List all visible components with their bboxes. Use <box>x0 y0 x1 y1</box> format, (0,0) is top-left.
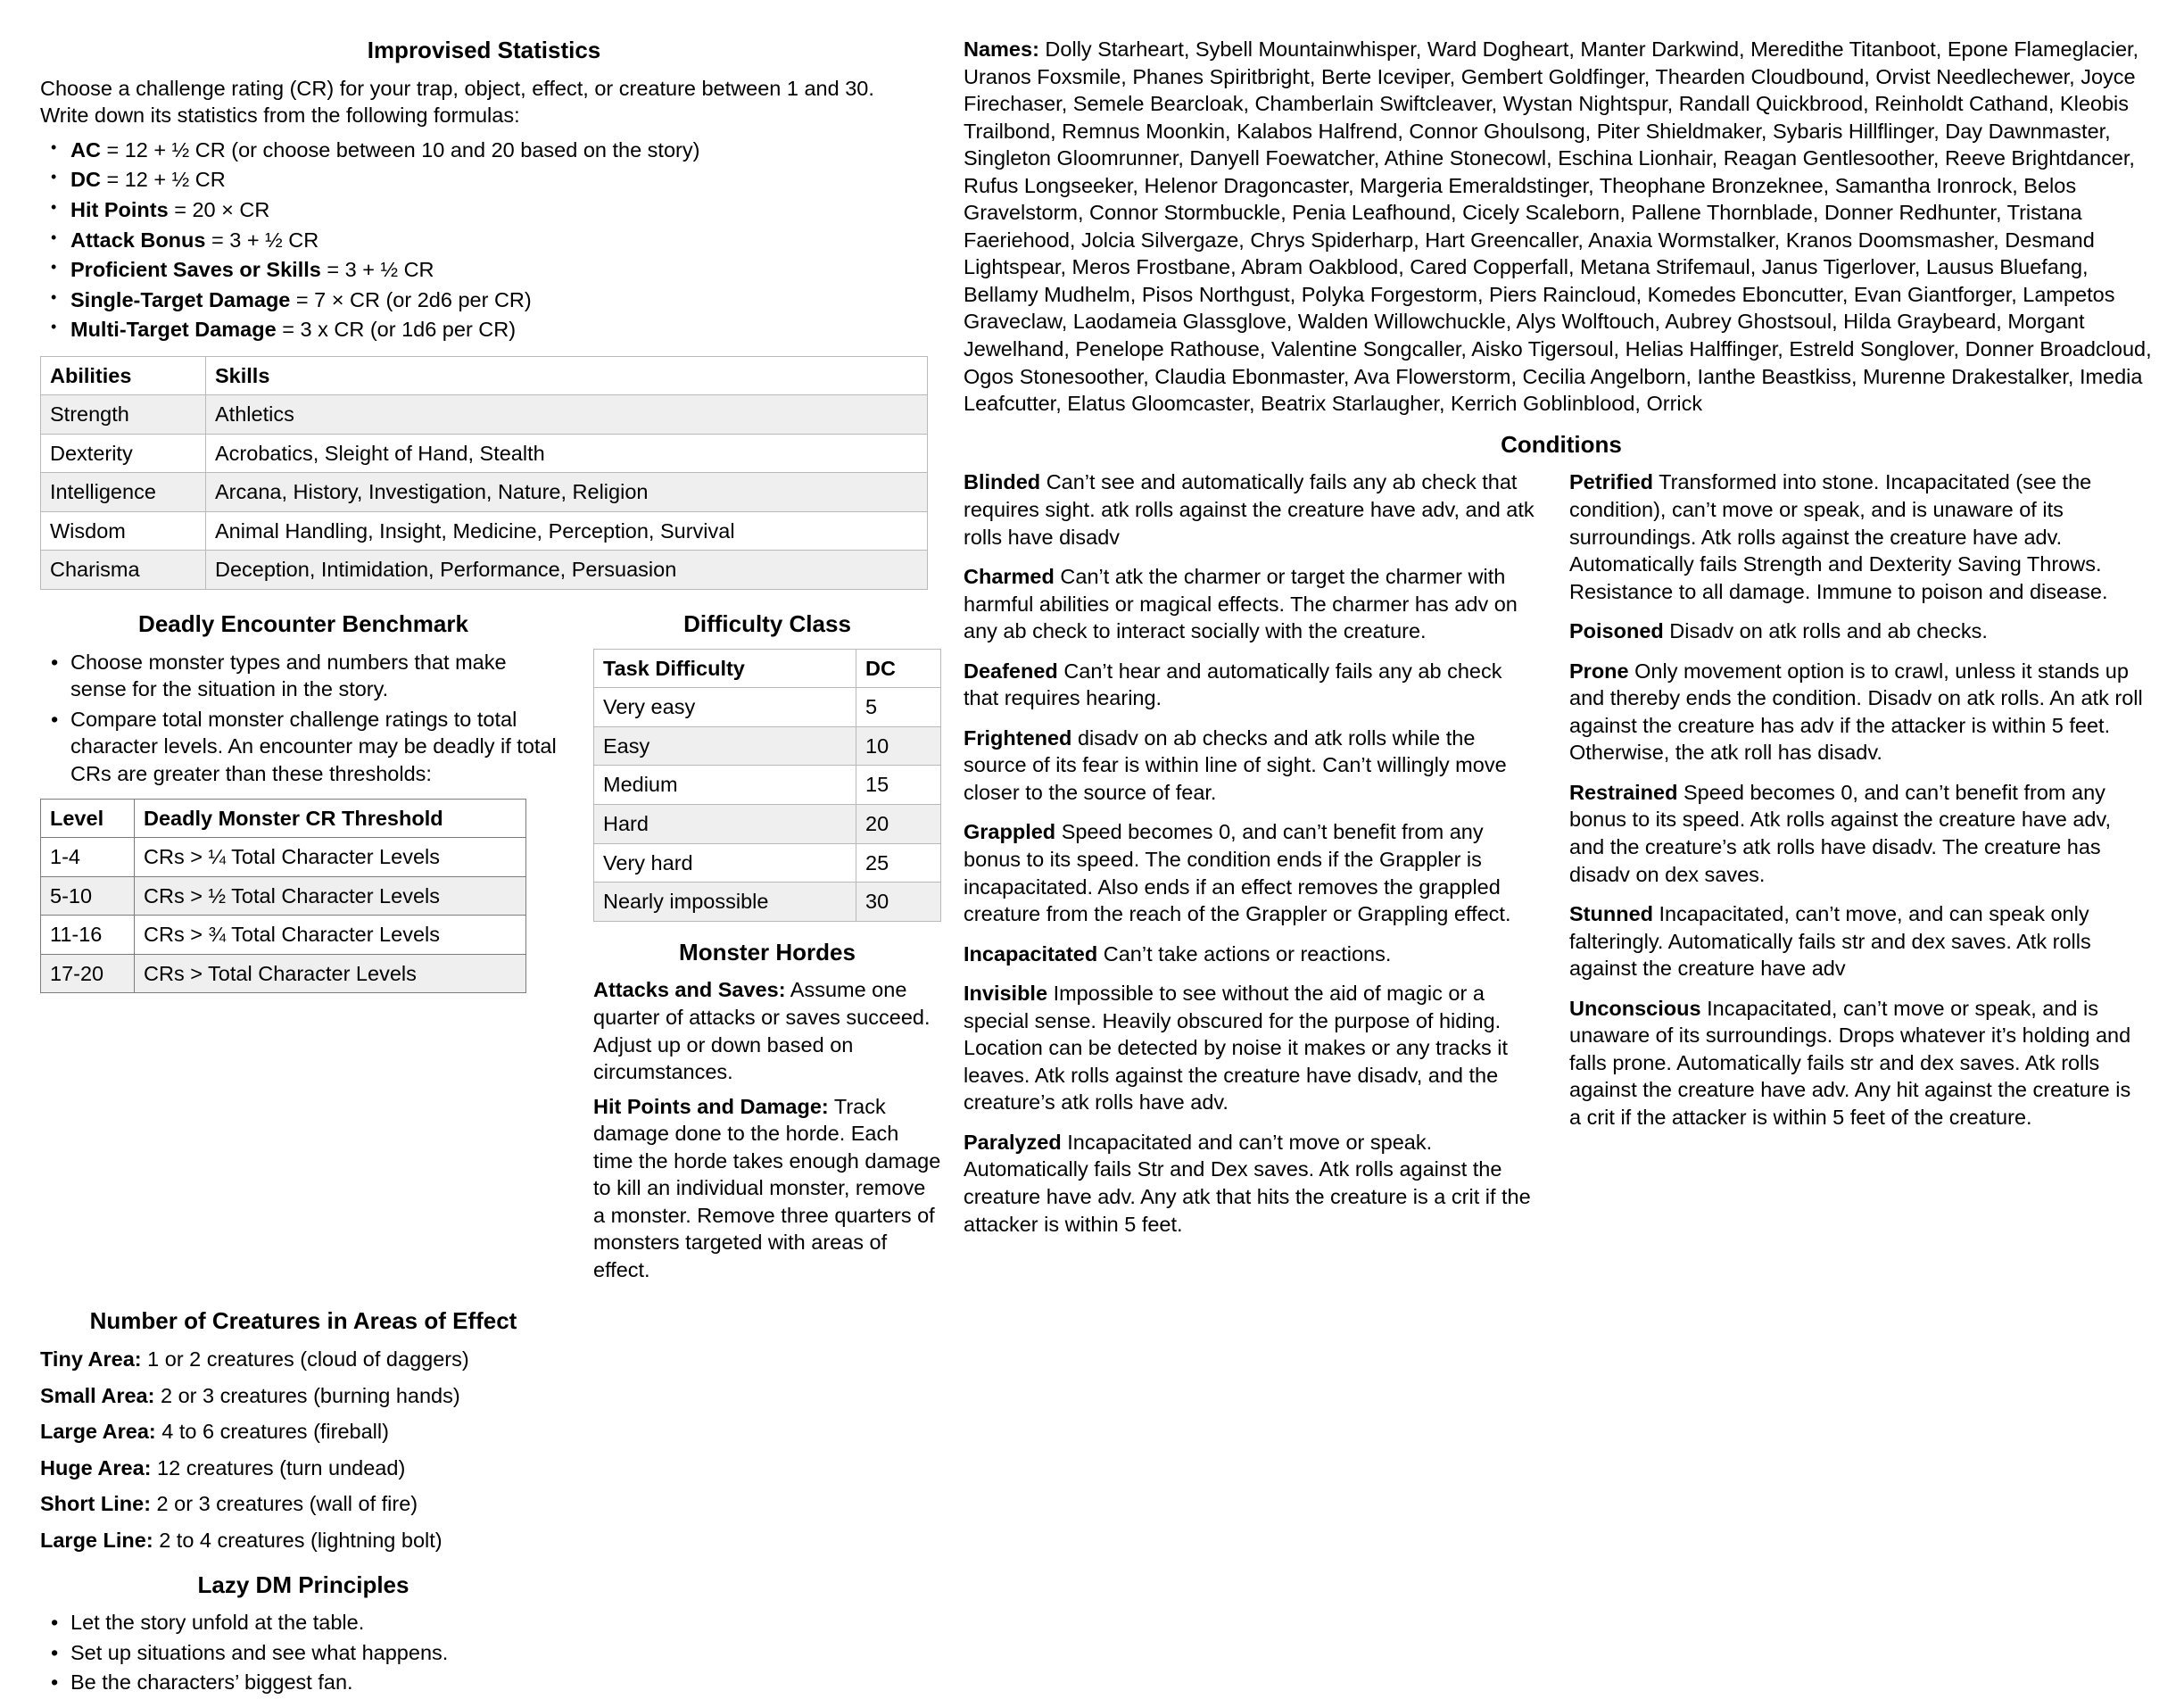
condition-text: disadv on ab checks and atk rolls while the source of its fear is within line of sight. Can’t willingly move closer to the source of fear. <box>964 725 1507 804</box>
task-difficulty: Medium <box>594 766 856 805</box>
horde-entry-label: Hit Points and Damage: <box>593 1094 829 1118</box>
right-column <box>964 36 2159 1250</box>
benchmark-block <box>40 609 567 993</box>
conditions-heading: Conditions <box>1501 430 1622 458</box>
condition-entry <box>1569 900 2145 982</box>
condition-name: Deafened <box>964 659 1058 683</box>
column-header-task-difficulty: Task Difficulty <box>594 649 856 688</box>
condition-text: Incapacitated, can’t move, and can speak only falteringly. Automatically fails str and dex saves. Atk rolls against the creature have adv <box>1569 902 2091 981</box>
table-row <box>41 434 928 473</box>
condition-entry <box>964 468 1539 551</box>
threshold-value: CRs > ¾ Total Character Levels <box>135 916 526 955</box>
condition-name: Incapacitated <box>964 941 1098 966</box>
level-range: 1-4 <box>41 838 135 877</box>
area-text: 1 or 2 creatures (cloud of daggers) <box>141 1347 469 1372</box>
condition-text: Transformed into stone. Incapacitated (see the condition), can’t move or speak, and is unaware of its surroundings. Atk rolls against the creature have adv. Automatically fails Strength and Dexterity Saving Throws. Resistance to all damage. Immune to poison and disease. <box>1569 470 2108 603</box>
threshold-value: CRs > Total Character Levels <box>135 954 526 993</box>
formula-text: = 7 × CR (or 2d6 per CR) <box>290 287 532 311</box>
area-text: 4 to 6 creatures (fireball) <box>155 1420 389 1444</box>
difficulty-class-block <box>593 609 941 1290</box>
left-column <box>27 36 941 1699</box>
formula-item <box>67 286 928 314</box>
ability-skills: Athletics <box>206 395 928 435</box>
condition-name: Stunned <box>1569 902 1653 926</box>
list-item: • Set up situations and see what happens. <box>67 1639 567 1667</box>
abilities-skills-table <box>40 356 928 590</box>
horde-entry <box>593 976 941 1085</box>
area-text: 2 to 4 creatures (lightning bolt) <box>153 1528 443 1552</box>
dc-value: 20 <box>856 804 941 843</box>
table-row <box>41 473 928 512</box>
formula-text: = 12 + ½ CR (or choose between 10 and 20 based on the story) <box>100 137 700 162</box>
condition-name: Charmed <box>964 565 1055 589</box>
condition-text: Can’t hear and automatically fails any ab check that requires hearing. <box>964 659 1502 710</box>
names-paragraph <box>964 36 2159 418</box>
monster-hordes-body <box>593 976 941 1283</box>
formula-label: Attack Bonus <box>70 228 206 252</box>
area-label: Large Area: <box>40 1420 156 1444</box>
area-entry <box>40 1382 567 1410</box>
condition-text: Speed becomes 0, and can’t benefit from any bonus to its speed. Atk rolls against the creature have adv, and the creature’s atk rolls have disadv. The creature has disadv on dex saves. <box>1569 780 2112 886</box>
condition-text: Impossible to see without the aid of magic or a special sense. Heavily obscured for the purpose of hiding. Location can be detected by noise it makes or any tracks it leaves. Atk rolls against the creature have disadv, and the creature’s atk rolls have adv. <box>964 982 1509 1115</box>
condition-entry <box>964 941 1539 968</box>
area-label: Tiny Area: <box>40 1347 142 1372</box>
two-column-layout <box>27 36 2157 1699</box>
names-list: Dolly Starheart, Sybell Mountainwhisper, Ward Dogheart, Manter Darkwind, Meredithe Titanboot, Epone Flameglacier, Uranos Foxsmile, Phanes Spiritbright, Berte Iceviper, Gembert Goldfinger, Thearden Cloudbound, Orvist Needlechewer, Joyce Firechaser, Semele Bearcloak, Chamberlain Swiftcleaver, Wystan Nightspur, Randall Quickbrood, Reinholdt Cathand, Kleobis Trailbond, Remnus Moonkin, Kalabos Halfrend, Connor Ghoulsong, Piter Shieldmaker, Sybaris Hillflinger, Day Dawnmaster, Singleton Gloomrunner, Danyell Foewatcher, Athine Stonecowl, Eschina Lionhair, Reagan Gentlesoother, Reeve Brightdancer, Rufus Longseeker, Helenor Dragoncaster, Margeria Emeraldstinger, Theophane Bronzeknee, Samantha Ironrock, Belos Gravelstorm, Connor Stormbuckle, Penia Leafhound, Cicely Scaleborn, Pallene Thornblade, Donner Redhunter, Tristana Faeriehood, Jolcia Silvergaze, Chrys Spiderharp, Hart Greencaller, Anaxia Wormstalker, Kranos Doomsmasher, Desmand Lightspear, Meros Frostbane, Abram Oakblood, Cared Copperfall, Metana Strifemaul, Janus Tigerlover, Lausus Bluefang, Bellamy Mudhelm, Pisos Northgust, Polyka Forgestorm, Piers Raincloud, Komedes Eboncutter, Evan Giantforger, Lampetos Graveclaw, Laodameia Glassglove, Walden Willowchuckle, Alys Wolftouch, Aubrey Ghostsoul, Hilda Graybeard, Morgant Jewelhand, Penelope Rathouse, Valentine Songcaller, Aisko Tigersoul, Helias Halffinger, Estreld Songlover, Donner Broadcloud, Ogos Stonesoother, Claudia Ebonmaster, Ava Flowerstorm, Cecilia Angelborn, Ianthe Beastkiss, Murenne Drakestalker, Imedia Leafcutter, Elatus Gloomcaster, Beatrix Starlaugher, Kerrich Goblinblood, Orrick <box>964 37 2152 416</box>
formula-label: DC <box>70 168 101 192</box>
area-entry <box>40 1490 567 1518</box>
column-header-threshold: Deadly Monster CR Threshold <box>135 799 526 838</box>
condition-text: Disadv on atk rolls and ab checks. <box>1663 619 1988 643</box>
table-row <box>594 688 941 727</box>
table-row <box>594 804 941 843</box>
benchmark-heading: Deadly Encounter Benchmark <box>138 610 468 637</box>
condition-entry <box>964 563 1539 645</box>
areas-of-effect-list <box>40 1346 567 1554</box>
dc-value: 25 <box>856 843 941 883</box>
difficulty-class-heading: Difficulty Class <box>683 610 851 637</box>
formula-label: Single-Target Damage <box>70 287 291 311</box>
monster-hordes-heading: Monster Hordes <box>679 938 856 966</box>
formula-item <box>67 227 928 254</box>
formula-text: = 3 + ½ CR <box>320 258 434 282</box>
table-header-row <box>41 356 928 395</box>
area-entry <box>40 1527 567 1554</box>
threshold-value: CRs > ½ Total Character Levels <box>135 876 526 916</box>
condition-text: Can’t atk the charmer or target the charmer with harmful abilities or magical effects. The charmer has adv on any ab check to interact socially with the creature. <box>964 565 1518 643</box>
area-entry <box>40 1455 567 1482</box>
table-header-row <box>594 649 941 688</box>
condition-name: Petrified <box>1569 470 1654 494</box>
table-header-row <box>41 799 526 838</box>
condition-entry <box>964 1129 1539 1238</box>
condition-name: Grappled <box>964 820 1056 844</box>
conditions-columns <box>964 468 2159 1250</box>
improvised-formula-list <box>40 137 928 344</box>
ability-skills: Acrobatics, Sleight of Hand, Stealth <box>206 434 928 473</box>
level-range: 5-10 <box>41 876 135 916</box>
benchmark-bullet-list <box>40 649 567 788</box>
threshold-value: CRs > ¼ Total Character Levels <box>135 838 526 877</box>
principles-list <box>40 1609 567 1696</box>
areas-of-effect-block <box>40 1306 567 1696</box>
conditions-column-right <box>1569 468 2145 1143</box>
table-row <box>41 916 526 955</box>
formula-label: AC <box>70 137 101 162</box>
ability-name: Strength <box>41 395 206 435</box>
improvised-statistics-heading: Improvised Statistics <box>367 37 601 63</box>
ability-name: Charisma <box>41 551 206 590</box>
area-entry <box>40 1418 567 1446</box>
formula-text: = 3 x CR (or 1d6 per CR) <box>276 318 517 342</box>
list-item: • Compare total monster challenge ratings to total character levels. An encounter may be deadly if total CRs are greater than these thresholds: <box>67 706 567 788</box>
formula-text: = 12 + ½ CR <box>100 168 226 192</box>
task-difficulty: Very easy <box>594 688 856 727</box>
condition-name: Prone <box>1569 659 1629 683</box>
formula-label: Multi-Target Damage <box>70 318 277 342</box>
table-row <box>41 876 526 916</box>
areas-of-effect-heading: Number of Creatures in Areas of Effect <box>89 1307 517 1335</box>
dc-value: 5 <box>856 688 941 727</box>
horde-entry-text: Assume one quarter of attacks or saves succeed. Adjust up or down based on circumstances. <box>593 978 931 1084</box>
dc-value: 15 <box>856 766 941 805</box>
condition-entry <box>1569 995 2145 1131</box>
condition-name: Restrained <box>1569 780 1678 804</box>
table-row <box>41 511 928 551</box>
condition-name: Poisoned <box>1569 619 1664 643</box>
condition-entry <box>964 980 1539 1116</box>
condition-text: Can’t see and automatically fails any ab check that requires sight. atk rolls against the creature have adv, and atk rolls have disadv <box>964 470 1535 549</box>
formula-label: Hit Points <box>70 197 169 221</box>
ability-skills: Deception, Intimidation, Performance, Persuasion <box>206 551 928 590</box>
formula-item <box>67 137 928 164</box>
list-item: • Let the story unfold at the table. <box>67 1609 567 1637</box>
horde-entry-label: Attacks and Saves: <box>593 978 786 1002</box>
condition-entry <box>1569 617 2145 645</box>
area-label: Short Line: <box>40 1492 152 1516</box>
condition-name: Paralyzed <box>964 1130 1062 1154</box>
condition-entry <box>964 818 1539 927</box>
task-difficulty: Easy <box>594 726 856 766</box>
condition-entry <box>1569 779 2145 888</box>
formula-item <box>67 196 928 224</box>
area-label: Small Area: <box>40 1383 155 1407</box>
condition-entry <box>964 725 1539 807</box>
horde-entry-text: Track damage done to the horde. Each time the horde takes enough damage to kill an individual monster, remove a monster. Remove three quarters of monsters targeted with areas of effect. <box>593 1094 941 1281</box>
task-difficulty: Hard <box>594 804 856 843</box>
formula-item <box>67 256 928 284</box>
ability-name: Intelligence <box>41 473 206 512</box>
table-row <box>594 766 941 805</box>
condition-entry <box>964 658 1539 712</box>
table-row <box>41 954 526 993</box>
condition-name: Invisible <box>964 982 1048 1006</box>
table-row <box>41 838 526 877</box>
area-text: 12 creatures (turn undead) <box>151 1455 406 1479</box>
formula-text: = 20 × CR <box>168 197 270 221</box>
table-row <box>594 726 941 766</box>
level-range: 11-16 <box>41 916 135 955</box>
dc-value: 10 <box>856 726 941 766</box>
benchmark-and-dc-row <box>40 609 941 1290</box>
table-row <box>594 843 941 883</box>
task-difficulty: Nearly impossible <box>594 883 856 922</box>
column-header-level: Level <box>41 799 135 838</box>
ability-skills: Arcana, History, Investigation, Nature, Religion <box>206 473 928 512</box>
condition-entry <box>1569 658 2145 767</box>
dc-value: 30 <box>856 883 941 922</box>
table-row <box>594 883 941 922</box>
list-item: • Be the characters’ biggest fan. <box>67 1669 567 1696</box>
condition-name: Unconscious <box>1569 996 1701 1020</box>
formula-label: Proficient Saves or Skills <box>70 258 321 282</box>
list-item: • Choose monster types and numbers that make sense for the situation in the story. <box>67 649 567 703</box>
condition-text: Can’t take actions or reactions. <box>1097 941 1392 966</box>
area-label: Huge Area: <box>40 1455 152 1479</box>
level-range: 17-20 <box>41 954 135 993</box>
formula-text: = 3 + ½ CR <box>205 228 319 252</box>
difficulty-class-table <box>593 649 941 922</box>
deadly-threshold-table <box>40 799 526 994</box>
ability-name: Wisdom <box>41 511 206 551</box>
area-entry <box>40 1346 567 1373</box>
names-label: Names: <box>964 37 1039 61</box>
table-row <box>41 395 928 435</box>
table-row <box>41 551 928 590</box>
ability-skills: Animal Handling, Insight, Medicine, Perception, Survival <box>206 511 928 551</box>
condition-name: Blinded <box>964 470 1041 494</box>
condition-entry <box>1569 468 2145 605</box>
task-difficulty: Very hard <box>594 843 856 883</box>
ability-name: Dexterity <box>41 434 206 473</box>
improvised-intro: Choose a challenge rating (CR) for your trap, object, effect, or creature between 1 and 30. Write down its statistics from the following formulas: <box>40 76 874 128</box>
conditions-column-left <box>964 468 1539 1250</box>
column-header-skills: Skills <box>206 356 928 395</box>
area-text: 2 or 3 creatures (burning hands) <box>154 1383 460 1407</box>
horde-entry <box>593 1093 941 1284</box>
column-header-dc: DC <box>856 649 941 688</box>
area-label: Large Line: <box>40 1528 153 1552</box>
column-header-abilities: Abilities <box>41 356 206 395</box>
formula-item <box>67 166 928 194</box>
condition-text: Incapacitated, can’t move or speak, and is unaware of its surroundings. Drops whatever it’s holding and falls prone. Automatically fails str and dex saves. Atk rolls against the creature have adv. Any hit against the creature is a crit if the attacker is within 5 feet of the creature. <box>1569 996 2131 1129</box>
condition-text: Incapacitated and can’t move or speak. Automatically fails Str and Dex saves. Atk rolls against the creature have adv. Any atk that hits the creature is a crit if the attacker is within 5 feet. <box>964 1130 1531 1236</box>
lazy-dm-principles-heading: Lazy DM Principles <box>197 1571 410 1598</box>
condition-name: Frightened <box>964 725 1072 750</box>
area-text: 2 or 3 creatures (wall of fire) <box>151 1492 418 1516</box>
formula-item <box>67 316 928 344</box>
condition-text: Speed becomes 0, and can’t benefit from any bonus to its speed. The condition ends if the Grappler is incapacitated. Also ends if an effect removes the grappled creature from the reach of the Grappler or Grappling effect. <box>964 820 1511 926</box>
condition-text: Only movement option is to crawl, unless it stands up and thereby ends the condition. Disadv on atk rolls. An atk roll against the creature has adv if the attacker is within 5 feet. Otherwise, the atk roll has disadv. <box>1569 659 2143 765</box>
